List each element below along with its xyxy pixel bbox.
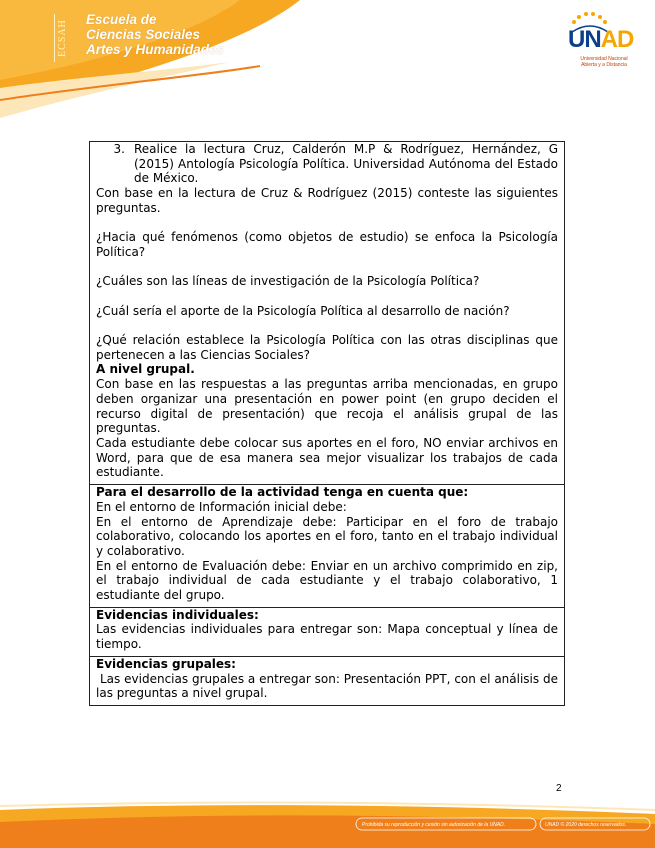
activity-line-learning: En el entorno de Aprendizaje debe: Participar en el foro de trabajo colaborativo, colocando los aportes en el foro, tanto en el trabajo individual y colaborativo. bbox=[96, 514, 558, 558]
page-number: 2 bbox=[556, 783, 562, 794]
activity-line-evaluation: En el entorno de Evaluación debe: Enviar en un archivo comprimido en zip, el trabajo individual de cada estudiante y el trabajo colaborativo, 1 estudiante del grupo. bbox=[96, 558, 558, 603]
activity-notes-cell bbox=[90, 484, 564, 607]
ecsah-acronym: ECSAH bbox=[57, 19, 68, 57]
unad-word-accent: AD bbox=[600, 26, 634, 53]
page-footer bbox=[0, 800, 655, 848]
intro-paragraph: Con base en la lectura de Cruz & Rodríguez (2015) conteste las siguientes preguntas. bbox=[96, 186, 558, 215]
question-2: ¿Cuáles son las líneas de investigación de la Psicología Política? bbox=[96, 274, 480, 289]
school-line: Artes y Humanidades bbox=[86, 42, 225, 57]
question-4: ¿Qué relación establece la Psicología Política con las otras disciplinas que pertenecen a las Ciencias Sociales? bbox=[96, 333, 558, 362]
numbered-item bbox=[96, 142, 558, 186]
question-1: ¿Hacia qué fenómenos (como objetos de estudio) se enfoca la Psicología Política? bbox=[96, 230, 558, 259]
activity-line-info: En el entorno de Información inicial debe: bbox=[96, 499, 347, 514]
group-paragraph-1: Con base en las respuestas a las preguntas arriba mencionadas, en grupo deben organizar una presentación en power point (en grupo deciden el recurso digital de presentación) que recoja el análisis grupal de las preguntas. bbox=[96, 377, 558, 436]
question-3: ¿Cuál sería el aporte de la Psicología Política al desarrollo de nación? bbox=[96, 303, 510, 318]
activity-table bbox=[89, 141, 565, 706]
page-header bbox=[0, 0, 655, 120]
footer-notice: Prohibida su reproducción y cesión sin autorización de la UNAD. bbox=[362, 822, 506, 828]
group-paragraph-2: Cada estudiante debe colocar sus aportes en el foro, NO enviar archivos en Word, para que de esa manera sea mejor visualizar los trabajos de cada estudiante. bbox=[96, 436, 558, 480]
item-text: Realice la lectura Cruz, Calderón M.P & Rodríguez, Hernández, G (2015) Antología Psicología Política. Universidad Autónoma del Estado de México. bbox=[134, 142, 558, 186]
footer-copyright: UNAD © 2020 derechos reservados. bbox=[545, 822, 627, 828]
unad-subtitle-line: Universidad Nacional bbox=[580, 56, 628, 62]
unad-subtitle-line: Abierta y a Distancia bbox=[581, 62, 627, 68]
unad-wordmark bbox=[568, 26, 633, 54]
unad-logo bbox=[560, 10, 640, 80]
individual-evidence-heading: Evidencias individuales: bbox=[96, 607, 259, 622]
group-level-heading: A nivel grupal. bbox=[96, 362, 195, 377]
unad-subtitle bbox=[566, 56, 642, 68]
individual-evidence-cell bbox=[90, 607, 564, 656]
group-evidence-heading: Evidencias grupales: bbox=[96, 656, 236, 671]
item-number: 3. bbox=[113, 142, 125, 156]
school-name bbox=[86, 12, 224, 57]
guide-content-cell bbox=[90, 142, 564, 484]
individual-evidence-text: Las evidencias individuales para entregar son: Mapa conceptual y línea de tiempo. bbox=[96, 622, 558, 652]
school-line: Escuela de bbox=[86, 12, 157, 27]
group-evidence-text: Las evidencias grupales a entregar son: Presentación PPT, con el análisis de las preguntas a nivel grupal. bbox=[96, 671, 558, 701]
activity-heading: Para el desarrollo de la actividad tenga en cuenta que: bbox=[96, 485, 469, 500]
unad-word-main: UN bbox=[568, 26, 601, 53]
group-evidence-cell bbox=[90, 656, 564, 705]
school-line: Ciencias Sociales bbox=[86, 27, 201, 42]
